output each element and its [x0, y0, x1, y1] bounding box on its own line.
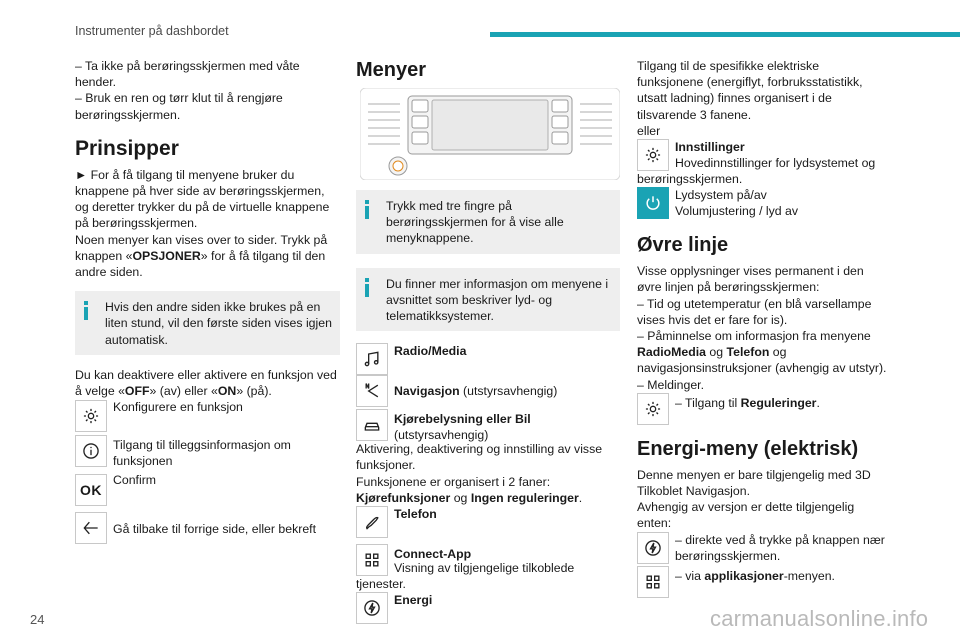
- note-text: Hvis den andre siden ikke brukes på en liten stund, vil den første siden vises igjen automatisk.: [105, 300, 332, 347]
- menu-driving: [356, 409, 620, 441]
- column-1: [75, 58, 340, 548]
- info-note-2: [356, 268, 620, 332]
- menu-connect-app: [356, 544, 620, 576]
- upper-3: – Påminnelse om informasjon fra menyene RadioMedia og Telefon og navigasjonsinstruksjoner (avhengig av utstyr).: [637, 329, 887, 376]
- item-info: [75, 434, 340, 472]
- energy-menu-2: Avhengig av versjon er dette tilgjengelig enten:: [637, 500, 855, 531]
- page-number: 24: [30, 612, 45, 627]
- principles-para-2: Noen menyer kan vises over to sider. Trykk på knappen «OPSJONER» for å få tilgang til den andre siden.: [75, 232, 328, 280]
- menu-title: Energi: [394, 593, 433, 608]
- info-icon: [84, 301, 88, 319]
- power-icon[interactable]: [637, 187, 669, 219]
- energy-desc: Tilgang til de spesifikke elektriske funksjonene (energiflyt, forbruksstatistikk, utsatt ladning) finnes organisert i de tilsvarende 3 fanene.: [637, 59, 863, 122]
- navigation-icon: [356, 375, 388, 407]
- phone-icon: [356, 506, 388, 538]
- menu-title: Radio/Media: [394, 344, 467, 359]
- info-circle-icon: [75, 435, 107, 467]
- menu-title: Innstillinger Hovedinnstillinger for lydsystemet og: [675, 140, 876, 171]
- watermark: carmanualsonline.info: [710, 606, 929, 631]
- item-back: [75, 512, 340, 548]
- menu-audio: [637, 187, 887, 221]
- item-text: Tilgang til tilleggsinformasjon om funksjonen: [113, 438, 291, 469]
- item-configure: [75, 399, 340, 432]
- item-regulations: [637, 393, 887, 427]
- connect-desc-1: Visning av tilgjengelige tilkoblede: [394, 561, 575, 576]
- connect-desc-2: tjenester.: [356, 577, 406, 592]
- gear-icon: [637, 139, 669, 171]
- intro-line-2: – Bruk en ren og tørr klut til å rengjøre berøringsskjermen.: [75, 91, 283, 122]
- upper-2: – Tid og utetemperatur (en blå varsellampe vises hvis det er fare for is).: [637, 296, 872, 327]
- menu-energy: [356, 592, 620, 624]
- menu-title: Telefon: [394, 507, 437, 522]
- item-confirm: [75, 472, 340, 508]
- music-note-icon: [356, 343, 388, 375]
- menu-settings: [637, 139, 887, 171]
- menu-title: Lydsystem på/av Volumjustering / lyd av: [675, 188, 799, 219]
- info-icon: [365, 278, 369, 296]
- option-direct: [637, 532, 887, 566]
- gear-icon: [75, 400, 107, 432]
- heading-ovre-linje: Øvre linje: [637, 234, 729, 257]
- or-text: eller: [637, 123, 661, 138]
- energy-icon: [356, 592, 388, 624]
- menu-title: Navigasjon (utstyrsavhengig): [394, 384, 558, 399]
- driving-tabs: Funksjonene er organisert i 2 faner: Kjørefunksjoner og Ingen reguleringer.: [356, 474, 583, 505]
- info-note-1: [356, 190, 620, 254]
- gear-icon: [637, 393, 669, 425]
- menu-phone: [356, 506, 620, 540]
- car-icon: [356, 409, 388, 441]
- heading-prinsipper: Prinsipper: [75, 136, 179, 160]
- note-text: Trykk med tre fingre på berøringsskjermen for å vise alle menyknappene.: [386, 199, 564, 246]
- option-apps: [637, 566, 887, 598]
- energy-menu-1: Denne menyen er bare tilgjengelig med 3D Tilkoblet Navigasjon.: [637, 467, 871, 499]
- note-text: Du finner mer informasjon om menyene i avsnittet som beskriver lyd- og telematikksystemer.: [386, 276, 609, 324]
- info-note: [75, 291, 340, 355]
- item-text: Gå tilbake til forrige side, eller bekreft: [113, 522, 316, 537]
- header-accent-bar: [490, 32, 960, 37]
- driving-desc: Aktivering, deaktivering og innstilling av visse funksjoner.: [356, 442, 603, 473]
- intro-line-1: – Ta ikke på berøringsskjermen med våte hender.: [75, 59, 300, 90]
- settings-desc-tail: berøringsskjermen.: [637, 172, 743, 187]
- heading-energi-meny: Energi-meny (elektrisk): [637, 437, 859, 460]
- dashboard-illustration: [360, 88, 620, 180]
- toggle-para: Du kan deaktivere eller aktivere en funksjon ved å velge «OFF» (av) eller «ON» (på).: [75, 367, 337, 399]
- apps-grid-icon: [356, 544, 388, 576]
- heading-menyer: Menyer: [356, 59, 427, 81]
- principles-para-1: ► For å få tilgang til menyene bruker du knappene på hver side av berøringsskjermen, og deretter trykker du på de virtuelle knappene på berøringsskjermen.: [75, 167, 330, 231]
- upper-4: – Meldinger.: [637, 377, 704, 392]
- energy-icon: [637, 532, 669, 564]
- ok-icon: OK: [75, 474, 107, 506]
- column-3: [637, 58, 887, 598]
- menu-title: Kjørebelysning eller Bil (utstyrsavhengig): [394, 412, 531, 443]
- menu-radio: [356, 343, 620, 375]
- column-2: [356, 58, 620, 624]
- item-text: – via applikasjoner-menyen.: [675, 568, 835, 583]
- section-title: Instrumenter på dashbordet: [75, 24, 229, 38]
- menu-navigation: [356, 375, 620, 407]
- back-arrow-icon: [75, 512, 107, 544]
- apps-grid-icon: [637, 566, 669, 598]
- menu-title: Connect-App: [394, 547, 472, 562]
- item-text: – Tilgang til Reguleringer.: [675, 395, 820, 410]
- item-text: Konfigurere en funksjon: [113, 400, 243, 415]
- page-header: [0, 0, 960, 40]
- upper-1: Visse opplysninger vises permanent i den øvre linjen på berøringsskjermen:: [637, 264, 864, 295]
- item-text: Confirm: [113, 473, 157, 488]
- info-icon: [365, 200, 369, 218]
- item-text: – direkte ved å trykke på knappen nær berøringsskjermen.: [675, 532, 885, 563]
